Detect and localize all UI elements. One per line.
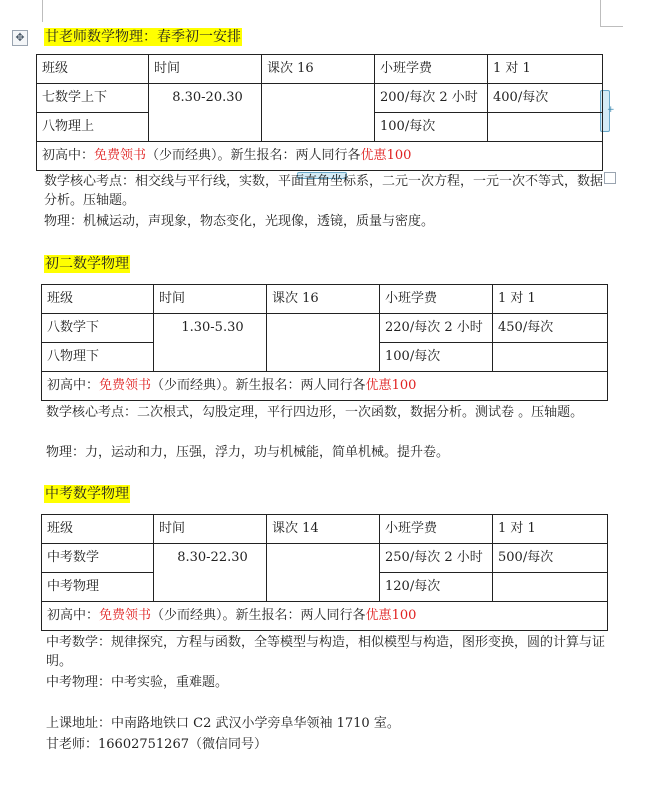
header-cell: 班级 — [42, 285, 154, 314]
table-cell — [493, 343, 608, 372]
teacher-contact: 甘老师：16602751267（微信同号） — [46, 737, 267, 752]
time-cell: 1.30-5.30 — [154, 314, 267, 372]
table-cell: 250/每次 2 小时 — [380, 544, 493, 573]
table-resize-handle-icon[interactable] — [604, 172, 616, 184]
header-cell: 时间 — [149, 55, 262, 84]
table-cell: 中考物理 — [42, 573, 154, 602]
table-cell — [488, 113, 603, 142]
table-cell: 120/每次 — [380, 573, 493, 602]
header-cell: 1 对 1 — [488, 55, 603, 84]
physics-points: 物理：机械运动，声现象，物态变化，光现像，透镜，质量与密度。 — [44, 214, 435, 229]
discount-text: 优惠 — [365, 608, 392, 623]
promo-prefix: 初高中： — [47, 608, 100, 623]
header-cell: 课次 16 — [262, 55, 375, 84]
header-cell: 1 对 1 — [493, 285, 608, 314]
schedule-table — [36, 54, 603, 171]
header-cell: 小班学费 — [380, 285, 493, 314]
table-cell: 七数学上下 — [37, 84, 149, 113]
promo-middle: （少而经典）。新生报名：两人同行各 — [151, 378, 366, 393]
table-cell — [267, 314, 380, 372]
promo-prefix: 初高中： — [47, 378, 100, 393]
table-cell: 450/每次 — [493, 314, 608, 343]
discount-amount: 100 — [391, 378, 417, 393]
table-cell: 200/每次 2 小时 — [375, 84, 488, 113]
promo-middle: （少而经典）。新生报名：两人同行各 — [146, 148, 361, 163]
table-cell: 100/每次 — [375, 113, 488, 142]
table-cell: 中考数学 — [42, 544, 154, 573]
add-column-icon: + — [607, 105, 615, 115]
table-cell: 220/每次 2 小时 — [380, 314, 493, 343]
section-title: 甘老师数学物理：春季初一安排 — [45, 29, 241, 45]
discount-amount: 100 — [391, 608, 417, 623]
table-cell — [267, 544, 380, 602]
physics-points: 物理：力，运动和力，压强，浮力，功与机械能，简单机械。提升卷。 — [46, 445, 450, 460]
header-cell: 时间 — [154, 515, 267, 544]
physics-points: 中考物理：中考实验，重难题。 — [46, 675, 229, 690]
table-cell: 八物理下 — [42, 343, 154, 372]
time-cell: 8.30-20.30 — [149, 84, 262, 142]
free-book-text: 免费领书 — [94, 148, 147, 163]
crop-mark-top-left — [42, 0, 43, 22]
free-book-text: 免费领书 — [99, 378, 152, 393]
table-move-handle-icon[interactable]: ✥ — [12, 30, 28, 46]
table-cell: 100/每次 — [380, 343, 493, 372]
header-cell: 课次 14 — [267, 515, 380, 544]
math-points: 中考数学：规律探究，方程与函数，全等模型与构造，相似模型与构造，图形变换，圆的计算与证明。 — [46, 635, 606, 669]
math-points: 数学核心考点：二次根式，勾股定理，平行四边形，一次函数，数据分析。测试卷 。压轴题。 — [46, 405, 584, 420]
promo-cell — [42, 602, 608, 631]
table-cell: 八物理上 — [37, 113, 149, 142]
promo-cell — [37, 142, 603, 171]
math-points: 数学核心考点：相交线与平行线，实数，平面直角坐标系，二元一次方程，一元一次不等式，数据分析。压轴题。 — [44, 174, 604, 208]
discount-text: 优惠 — [360, 148, 387, 163]
header-cell: 班级 — [37, 55, 149, 84]
table-cell: 500/每次 — [493, 544, 608, 573]
class-address: 上课地址：中南路地铁口 C2 武汉小学旁阜华领袖 1710 室。 — [46, 716, 400, 731]
header-cell: 课次 16 — [267, 285, 380, 314]
crop-mark-top-right — [600, 0, 623, 27]
table-cell: 八数学下 — [42, 314, 154, 343]
schedule-table — [41, 284, 608, 401]
schedule-table — [41, 514, 608, 631]
promo-cell — [42, 372, 608, 401]
section-title: 初二数学物理 — [45, 256, 129, 272]
section-title: 中考数学物理 — [45, 486, 129, 502]
header-cell: 小班学费 — [380, 515, 493, 544]
table-cell: 400/每次 — [488, 84, 603, 113]
discount-text: 优惠 — [365, 378, 392, 393]
time-cell: 8.30-22.30 — [154, 544, 267, 602]
promo-prefix: 初高中： — [42, 148, 95, 163]
table-cell — [493, 573, 608, 602]
discount-amount: 100 — [386, 148, 412, 163]
header-cell: 时间 — [154, 285, 267, 314]
header-cell: 1 对 1 — [493, 515, 608, 544]
promo-middle: （少而经典）。新生报名：两人同行各 — [151, 608, 366, 623]
free-book-text: 免费领书 — [99, 608, 152, 623]
table-cell — [262, 84, 375, 142]
header-cell: 班级 — [42, 515, 154, 544]
header-cell: 小班学费 — [375, 55, 488, 84]
